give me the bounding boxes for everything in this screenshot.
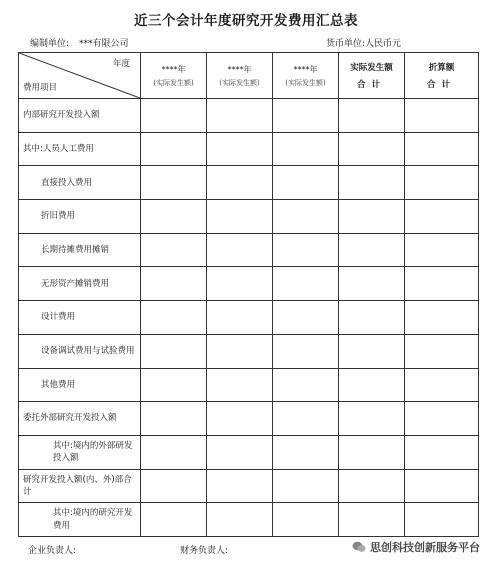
row-label: 其中:境内的外部研发投入额 [19, 435, 141, 469]
row-label: 内部研究开发投入额 [19, 99, 141, 133]
table-row [19, 301, 479, 335]
table-row [19, 233, 479, 267]
value-cell[interactable] [141, 233, 207, 267]
value-cell[interactable] [339, 503, 405, 537]
compiling-unit [30, 36, 129, 49]
value-cell[interactable] [207, 200, 273, 234]
actual-total-line1: 实际发生额 [350, 63, 393, 73]
value-cell[interactable] [339, 200, 405, 234]
table-row [19, 166, 479, 200]
wechat-icon [352, 540, 366, 554]
value-cell[interactable] [273, 368, 339, 402]
value-cell[interactable] [207, 99, 273, 133]
value-cell[interactable] [207, 368, 273, 402]
value-cell[interactable] [339, 132, 405, 166]
row-label: 无形资产摊销费用 [19, 267, 141, 301]
year-header-1 [141, 53, 207, 99]
value-cell[interactable] [273, 99, 339, 133]
value-cell[interactable] [141, 166, 207, 200]
corner-year-label: 年度 [112, 59, 130, 69]
year-label: ****年 [227, 64, 252, 74]
table-row [19, 132, 479, 166]
value-cell[interactable] [405, 233, 479, 267]
table-row [19, 402, 479, 436]
value-cell[interactable] [141, 368, 207, 402]
value-cell[interactable] [405, 503, 479, 537]
value-cell[interactable] [273, 200, 339, 234]
value-cell[interactable] [141, 334, 207, 368]
year-label: ****年 [293, 64, 318, 74]
value-cell[interactable] [141, 301, 207, 335]
value-cell[interactable] [207, 469, 273, 503]
year-sub-label: (实际发生额) [285, 78, 326, 87]
value-cell[interactable] [273, 402, 339, 436]
value-cell[interactable] [273, 435, 339, 469]
year-header-2 [207, 53, 273, 99]
row-label: 其他费用 [19, 368, 141, 402]
value-cell[interactable] [141, 99, 207, 133]
row-label: 其中:境内的研究开发费用 [19, 503, 141, 537]
value-cell[interactable] [405, 368, 479, 402]
value-cell[interactable] [273, 166, 339, 200]
value-cell[interactable] [273, 503, 339, 537]
value-cell[interactable] [405, 99, 479, 133]
row-label: 设计费用 [19, 301, 141, 335]
value-cell[interactable] [339, 469, 405, 503]
value-cell[interactable] [207, 402, 273, 436]
table-row [19, 469, 479, 503]
value-cell[interactable] [207, 301, 273, 335]
table-row [19, 99, 479, 133]
value-cell[interactable] [141, 132, 207, 166]
value-cell[interactable] [141, 200, 207, 234]
value-cell[interactable] [339, 334, 405, 368]
row-label: 长期待摊费用摊销 [19, 233, 141, 267]
value-cell[interactable] [273, 267, 339, 301]
row-label: 委托外部研究开发投入额 [19, 402, 141, 436]
table-row [19, 435, 479, 469]
converted-total-line2: 合计 [426, 80, 456, 90]
table-row [19, 267, 479, 301]
table-row [19, 503, 479, 537]
year-sub-label: (实际发生额) [153, 78, 194, 87]
value-cell[interactable] [207, 132, 273, 166]
row-label: 设备调试费用与试验费用 [19, 334, 141, 368]
currency-unit [326, 36, 401, 49]
value-cell[interactable] [207, 435, 273, 469]
expense-summary-table [18, 52, 479, 537]
actual-total-line2: 合计 [356, 80, 386, 90]
header-row [19, 53, 479, 99]
value-cell[interactable] [207, 334, 273, 368]
value-cell[interactable] [339, 267, 405, 301]
value-cell[interactable] [339, 301, 405, 335]
value-cell[interactable] [141, 402, 207, 436]
value-cell[interactable] [207, 233, 273, 267]
compiling-unit-value: ***有限公司 [79, 39, 129, 49]
value-cell[interactable] [141, 469, 207, 503]
table-row [19, 334, 479, 368]
watermark-text: 思创科技创新服务平台 [370, 541, 480, 554]
finance-head-label: 财务负责人: [180, 546, 229, 556]
converted-total-line1: 折算额 [428, 63, 455, 73]
value-cell[interactable] [339, 99, 405, 133]
table-row [19, 200, 479, 234]
value-cell[interactable] [207, 166, 273, 200]
value-cell[interactable] [405, 132, 479, 166]
compiling-unit-label: 编制单位: [30, 39, 70, 49]
value-cell[interactable] [405, 200, 479, 234]
value-cell[interactable] [405, 301, 479, 335]
corner-item-label: 费用项目 [23, 83, 58, 93]
row-label: 其中:人员人工费用 [19, 132, 141, 166]
watermark [352, 539, 480, 555]
value-cell[interactable] [405, 435, 479, 469]
year-sub-label: (实际发生额) [219, 78, 260, 87]
row-label: 折旧费用 [19, 200, 141, 234]
value-cell[interactable] [207, 267, 273, 301]
value-cell[interactable] [405, 166, 479, 200]
value-cell[interactable] [141, 435, 207, 469]
value-cell[interactable] [273, 301, 339, 335]
currency-unit-label: 货币单位: [326, 39, 366, 49]
year-label: ****年 [161, 64, 186, 74]
enterprise-head-label: 企业负责人: [28, 546, 77, 556]
row-label: 研究开发投入额(内、外)部合计 [19, 469, 141, 503]
value-cell[interactable] [273, 334, 339, 368]
value-cell[interactable] [339, 166, 405, 200]
value-cell[interactable] [207, 503, 273, 537]
value-cell[interactable] [273, 233, 339, 267]
value-cell[interactable] [141, 503, 207, 537]
year-header-3 [273, 53, 339, 99]
value-cell[interactable] [339, 368, 405, 402]
value-cell[interactable] [141, 267, 207, 301]
value-cell[interactable] [405, 267, 479, 301]
value-cell[interactable] [273, 469, 339, 503]
value-cell[interactable] [273, 132, 339, 166]
currency-unit-value: 人民币元 [365, 39, 402, 49]
value-cell[interactable] [405, 402, 479, 436]
value-cell[interactable] [339, 402, 405, 436]
row-label: 直接投入费用 [19, 166, 141, 200]
table-row [19, 368, 479, 402]
corner-cell [19, 53, 141, 99]
value-cell[interactable] [405, 334, 479, 368]
actual-total-header [339, 53, 405, 99]
page-title: 近三个会计年度研究开发费用汇总表 [134, 13, 358, 29]
value-cell[interactable] [405, 469, 479, 503]
value-cell[interactable] [339, 233, 405, 267]
converted-total-header [405, 53, 479, 99]
value-cell[interactable] [339, 435, 405, 469]
